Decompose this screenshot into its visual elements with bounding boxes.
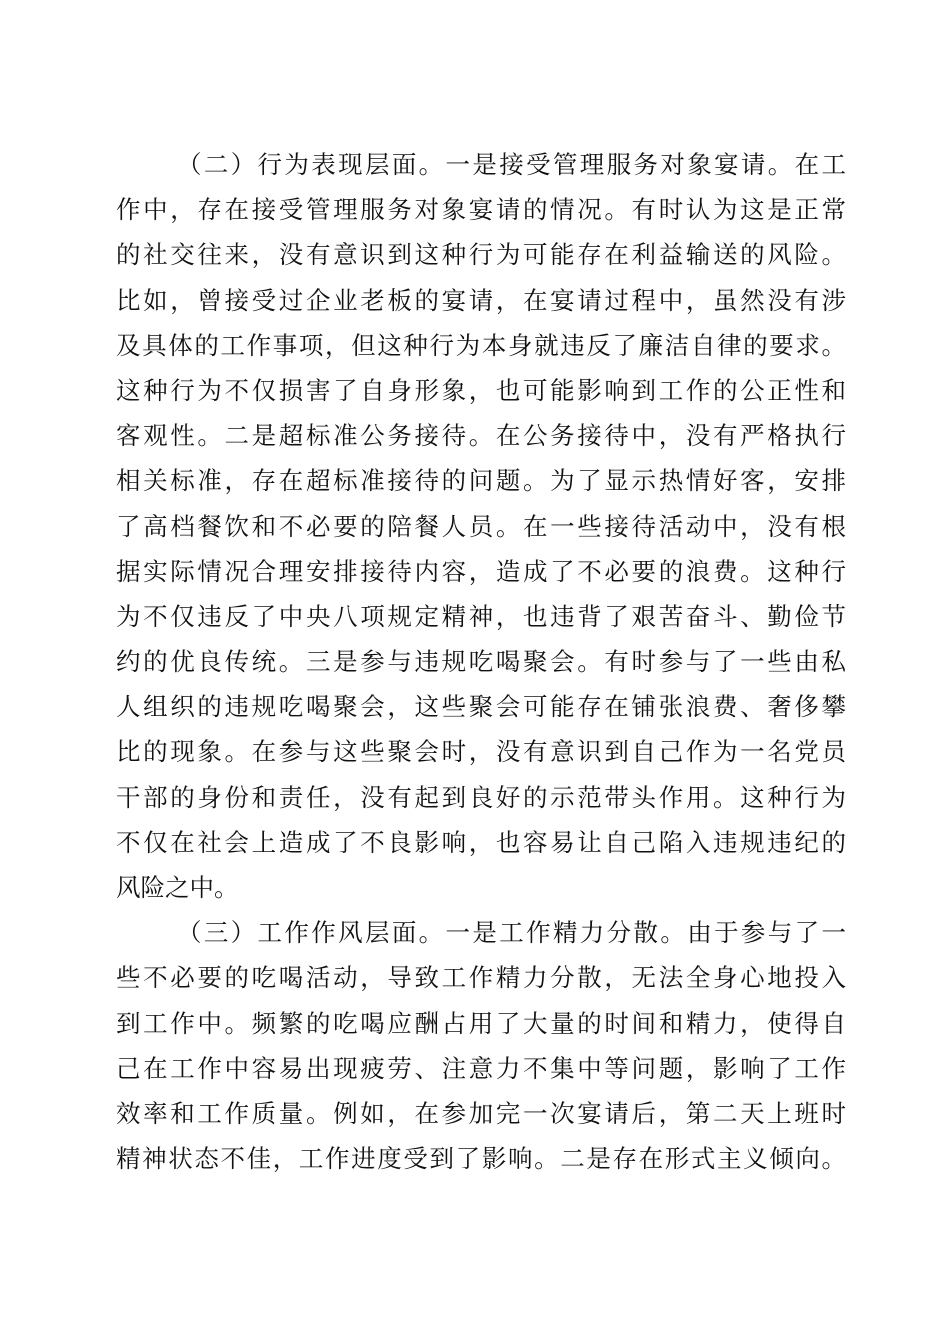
text-line: 客观性。二是超标准公务接待。在公务接待中，没有严格执行 xyxy=(116,421,846,451)
text-line: 不仅在社会上造成了不良影响，也容易让自己陷入违规违纪的 xyxy=(116,827,846,857)
text-line: 比的现象。在参与这些聚会时，没有意识到自己作为一名党员 xyxy=(116,737,846,767)
text-line: （二）行为表现层面。一是接受管理服务对象宴请。在工 xyxy=(177,150,846,179)
body-text xyxy=(116,142,846,1181)
text-line: 约的优良传统。三是参与违规吃喝聚会。有时参与了一些由私 xyxy=(116,647,846,677)
text-line: 己在工作中容易出现疲劳、注意力不集中等问题，影响了工作 xyxy=(116,1053,846,1083)
text-line: （三）工作作风层面。一是工作精力分散。由于参与了一 xyxy=(177,918,846,948)
text-line: 这种行为不仅损害了自身形象，也可能影响到工作的公正性和 xyxy=(116,375,846,405)
text-line: 些不必要的吃喝活动，导致工作精力分散，无法全身心地投入 xyxy=(116,963,846,993)
text-line: 风险之中。 xyxy=(116,873,239,902)
text-line: 了高档餐饮和不必要的陪餐人员。在一些接待活动中，没有根 xyxy=(116,511,846,541)
text-line: 据实际情况合理安排接待内容，造成了不必要的浪费。这种行 xyxy=(116,556,846,586)
paragraph-work-style-level xyxy=(116,910,846,1181)
text-line: 干部的身份和责任，没有起到良好的示范带头作用。这种行为 xyxy=(116,782,846,812)
text-line: 为不仅违反了中央八项规定精神，也违背了艰苦奋斗、勤俭节 xyxy=(116,601,846,631)
text-line: 的社交往来，没有意识到这种行为可能存在利益输送的风险。 xyxy=(116,240,846,270)
text-line: 及具体的工作事项，但这种行为本身就违反了廉洁自律的要求。 xyxy=(116,330,846,360)
text-line: 相关标准，存在超标准接待的问题。为了显示热情好客，安排 xyxy=(116,466,846,496)
text-line: 精神状态不佳，工作进度受到了影响。二是存在形式主义倾向。 xyxy=(116,1144,846,1174)
text-line: 作中，存在接受管理服务对象宴请的情况。有时认为这是正常 xyxy=(116,195,846,225)
text-line: 到工作中。频繁的吃喝应酬占用了大量的时间和精力，使得自 xyxy=(116,1008,846,1038)
text-line: 比如，曾接受过企业老板的宴请，在宴请过程中，虽然没有涉 xyxy=(116,285,846,315)
paragraph-behavior-level xyxy=(116,142,846,910)
text-line: 效率和工作质量。例如，在参加完一次宴请后，第二天上班时 xyxy=(116,1098,846,1128)
text-line: 人组织的违规吃喝聚会，这些聚会可能存在铺张浪费、奢侈攀 xyxy=(116,692,846,722)
